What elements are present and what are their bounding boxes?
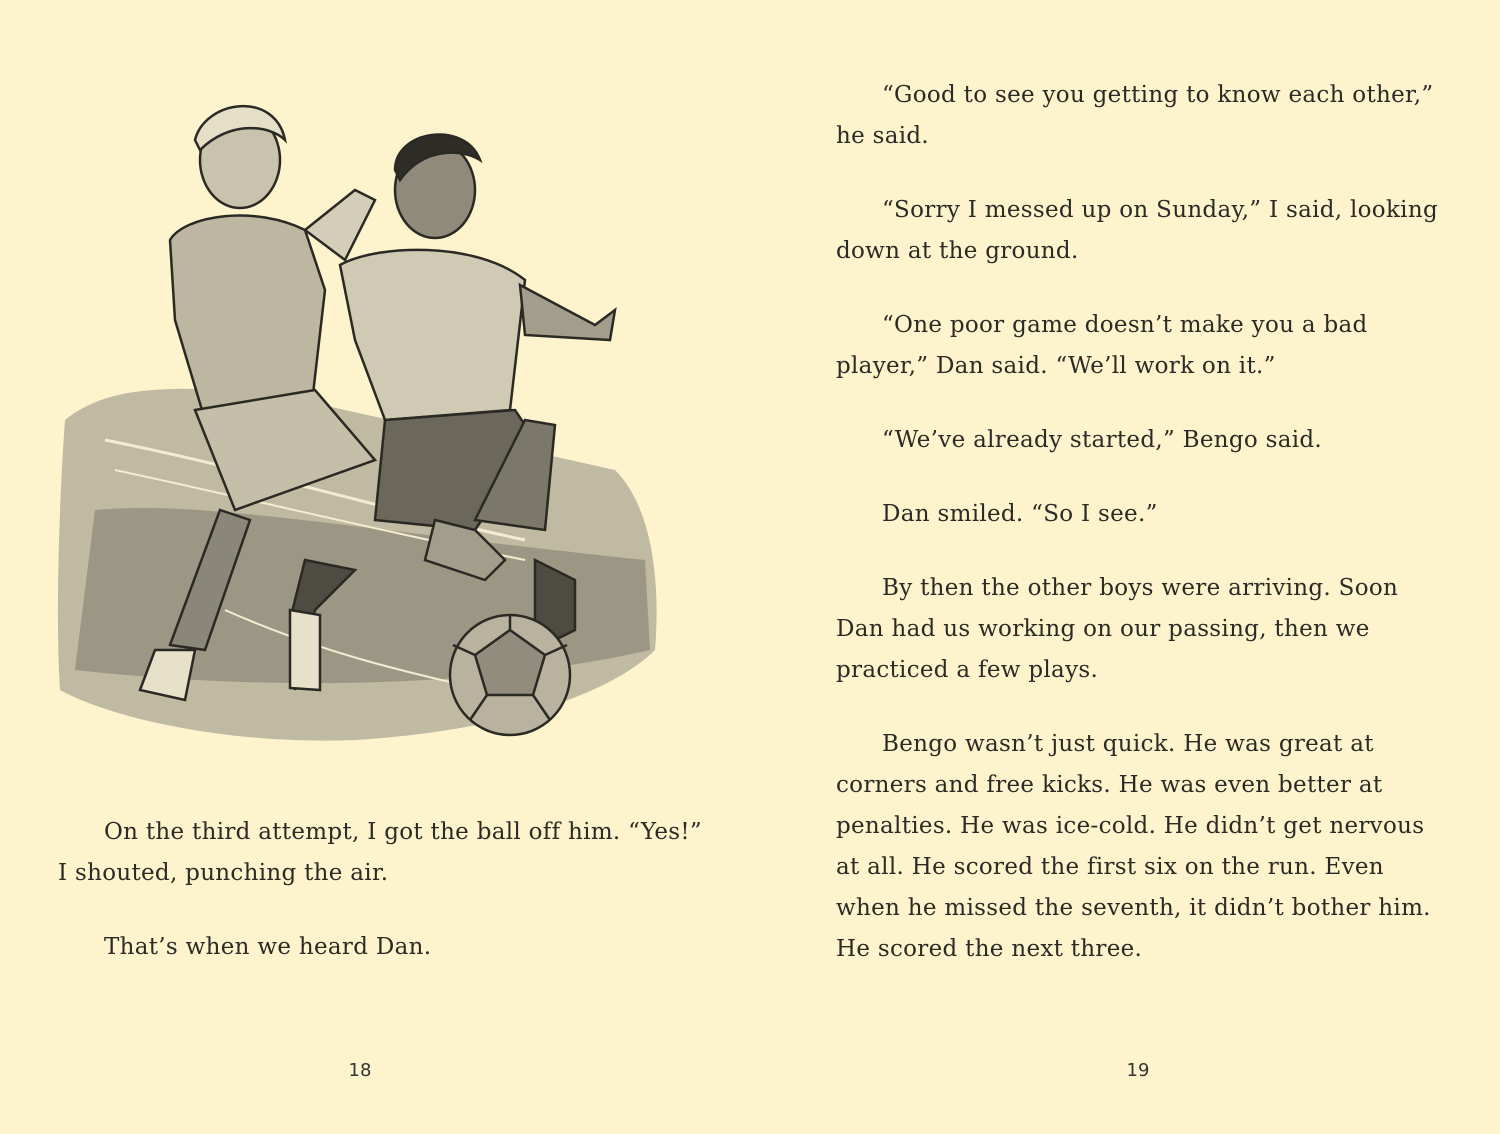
left-page-text	[58, 812, 708, 968]
page-number: 18	[348, 1060, 372, 1081]
paragraph: “One poor game doesn’t make you a bad player,” Dan said. “We’ll work on it.”	[836, 312, 1368, 379]
paragraph: Bengo wasn’t just quick. He was great at corners and free kicks. He was even better at penalties. He was ice-cold. He didn’t get nervous at all. He scored the first six on the run. Even when he missed the seventh, it didn’t bother him. He scored the next three.	[836, 731, 1431, 962]
paragraph: Dan smiled. “So I see.”	[882, 501, 1158, 527]
paragraph: By then the other boys were arriving. Soon Dan had us working on our passing, then we practiced a few plays.	[836, 575, 1399, 683]
paragraph: “We’ve already started,” Bengo said.	[882, 427, 1323, 453]
paragraph: That’s when we heard Dan.	[104, 934, 432, 960]
paragraph: “Sorry I messed up on Sunday,” I said, looking down at the ground.	[836, 197, 1438, 264]
paragraph: On the third attempt, I got the ball off him. “Yes!” I shouted, punching the air.	[58, 819, 702, 886]
page-number: 19	[1126, 1060, 1150, 1081]
right-page	[750, 0, 1500, 1134]
soccer-illustration	[55, 90, 665, 750]
illustration-drawing	[55, 90, 665, 750]
paragraph: “Good to see you getting to know each other,” he said.	[836, 82, 1434, 149]
right-page-text	[836, 75, 1446, 970]
